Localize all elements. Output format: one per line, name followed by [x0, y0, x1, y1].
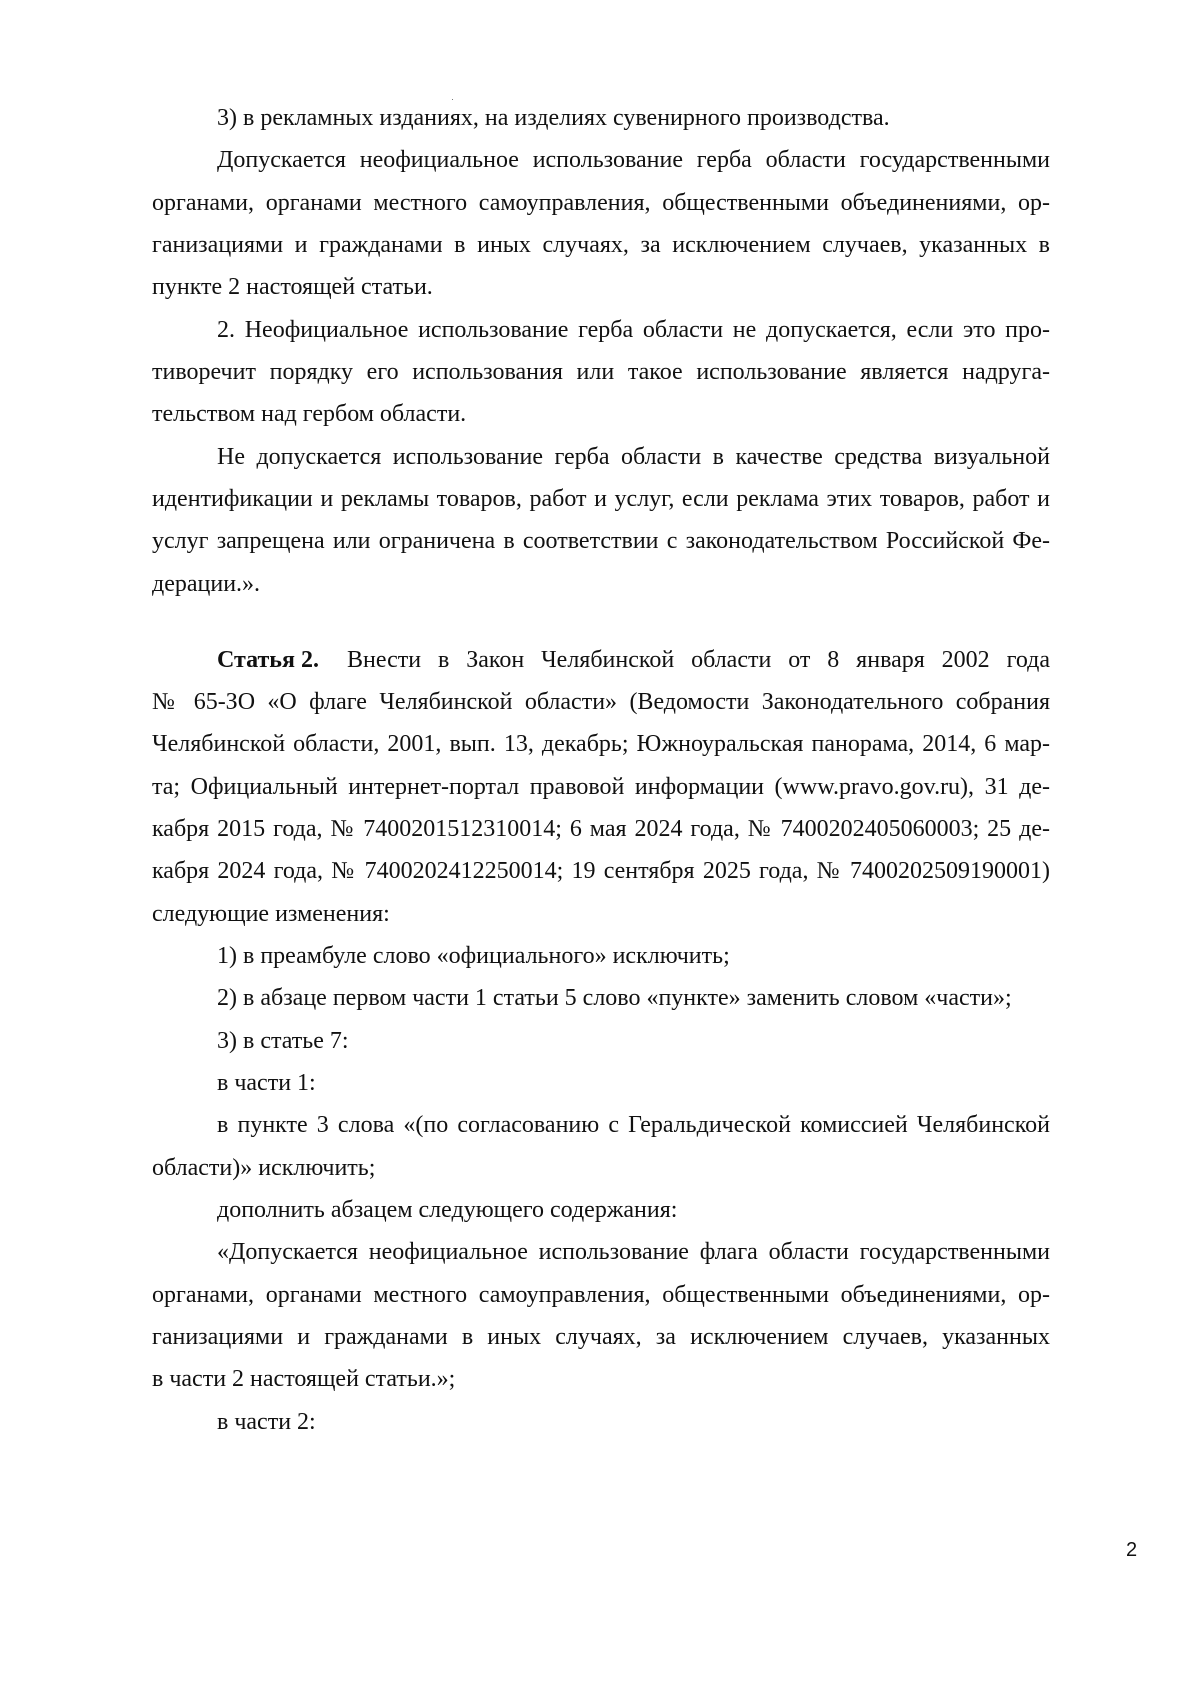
page-number: 2 [1126, 1539, 1138, 1561]
article-label: Статья 2. [217, 647, 319, 673]
